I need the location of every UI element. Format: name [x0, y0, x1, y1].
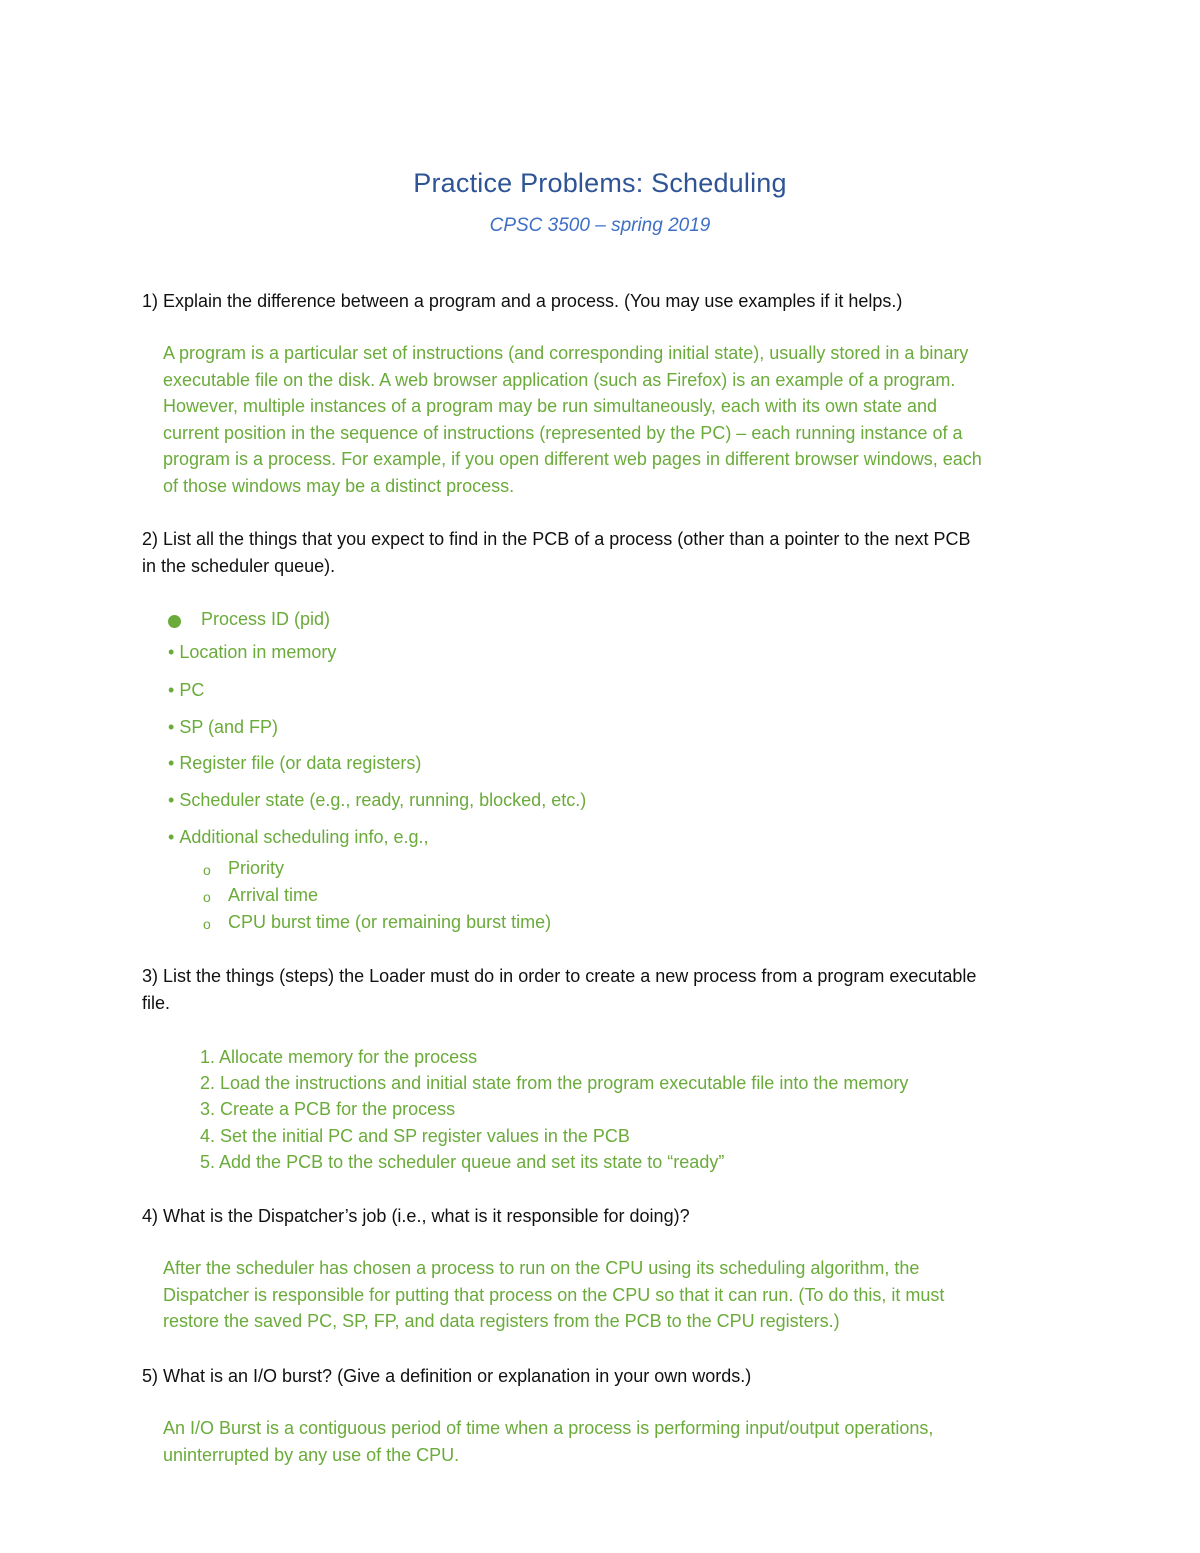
list-item: • Scheduler state (e.g., ready, running, blocked, etc.) — [168, 790, 587, 810]
list-item-label: SP (and FP) — [179, 717, 279, 737]
bullet-dot-icon — [168, 615, 181, 628]
question-3 — [142, 963, 1072, 1017]
numbered-item: 5. Add the PCB to the scheduler queue and set its state to “ready” — [200, 1152, 725, 1172]
sub-list-item: Priority — [228, 858, 285, 878]
page-title: Practice Problems: Scheduling — [413, 168, 787, 198]
list-item: • PC — [168, 680, 205, 700]
answer-line: uninterrupted by any use of the CPU. — [163, 1444, 460, 1465]
sub-list-item: CPU burst time (or remaining burst time) — [228, 912, 552, 932]
question-line: in the scheduler queue). — [142, 556, 336, 576]
question-4: 4) What is the Dispatcher’s job (i.e., what is it responsible for doing)? — [142, 1206, 690, 1226]
numbered-item: 4. Set the initial PC and SP register values in the PCB — [200, 1126, 630, 1146]
question-5: 5) What is an I/O burst? (Give a definition or explanation in your own words.) — [142, 1366, 752, 1386]
question-line: file. — [142, 993, 171, 1013]
answer-line: current position in the sequence of instructions (represented by the PC) – each running instance of a — [163, 422, 963, 443]
sub-list-item: Arrival time — [228, 885, 319, 905]
answer-line: Dispatcher is responsible for putting that process on the CPU so that it can run. (To do this, it must — [163, 1284, 945, 1305]
list-item: • Register file (or data registers) — [168, 753, 422, 773]
answer-line: An I/O Burst is a contiguous period of time when a process is performing input/output operations, — [163, 1418, 934, 1438]
answer-line: However, multiple instances of a program may be run simultaneously, each with its own state and — [163, 396, 938, 416]
question-1: 1) Explain the difference between a program and a process. (You may use examples if it helps.) — [142, 291, 903, 311]
answer-line: A program is a particular set of instructions (and corresponding initial state), usually stored in a binary — [163, 343, 969, 363]
numbered-item: 1. Allocate memory for the process — [200, 1047, 478, 1067]
question-2 — [142, 526, 1072, 580]
sub-bullet-marker: o — [203, 862, 211, 878]
answer-line: After the scheduler has chosen a process to run on the CPU using its scheduling algorithm, the — [163, 1258, 920, 1278]
sub-bullet-marker: o — [203, 916, 211, 932]
question-line: 2) List all the things that you expect to find in the PCB of a process (other than a pointer to the next PCB — [142, 529, 971, 549]
list-item: • Additional scheduling info, e.g., — [168, 827, 429, 847]
answer-line: restore the saved PC, SP, FP, and data registers from the PCB to the CPU registers.) — [163, 1311, 840, 1331]
list-item: Process ID (pid) — [201, 609, 331, 629]
list-item: • Location in memory — [168, 642, 337, 662]
list-item-label: PC — [179, 680, 205, 700]
list-item-label: Additional scheduling info, e.g., — [179, 827, 429, 847]
list-item-label: Location in memory — [179, 642, 337, 662]
answer-line: executable file on the disk. A web browser application (such as Firefox) is an example of a program. — [163, 369, 956, 390]
page-subtitle: CPSC 3500 – spring 2019 — [489, 215, 711, 236]
question-line: 3) List the things (steps) the Loader must do in order to create a new process from a program executable — [142, 966, 977, 986]
answer-1 — [163, 340, 1083, 499]
sub-bullet-marker: o — [203, 889, 211, 905]
answer-5 — [163, 1415, 1083, 1468]
list-item-label: Register file (or data registers) — [179, 753, 422, 773]
answer-4 — [163, 1255, 1083, 1335]
list-item-label: Scheduler state (e.g., ready, running, blocked, etc.) — [179, 790, 587, 810]
answer-line: of those windows may be a distinct process. — [163, 475, 515, 496]
answer-line: program is a process. For example, if you open different web pages in different browser windows, each — [163, 449, 982, 469]
numbered-item: 2. Load the instructions and initial state from the program executable file into the memory — [200, 1073, 909, 1093]
list-item: • SP (and FP) — [168, 717, 279, 737]
numbered-item: 3. Create a PCB for the process — [200, 1099, 456, 1119]
